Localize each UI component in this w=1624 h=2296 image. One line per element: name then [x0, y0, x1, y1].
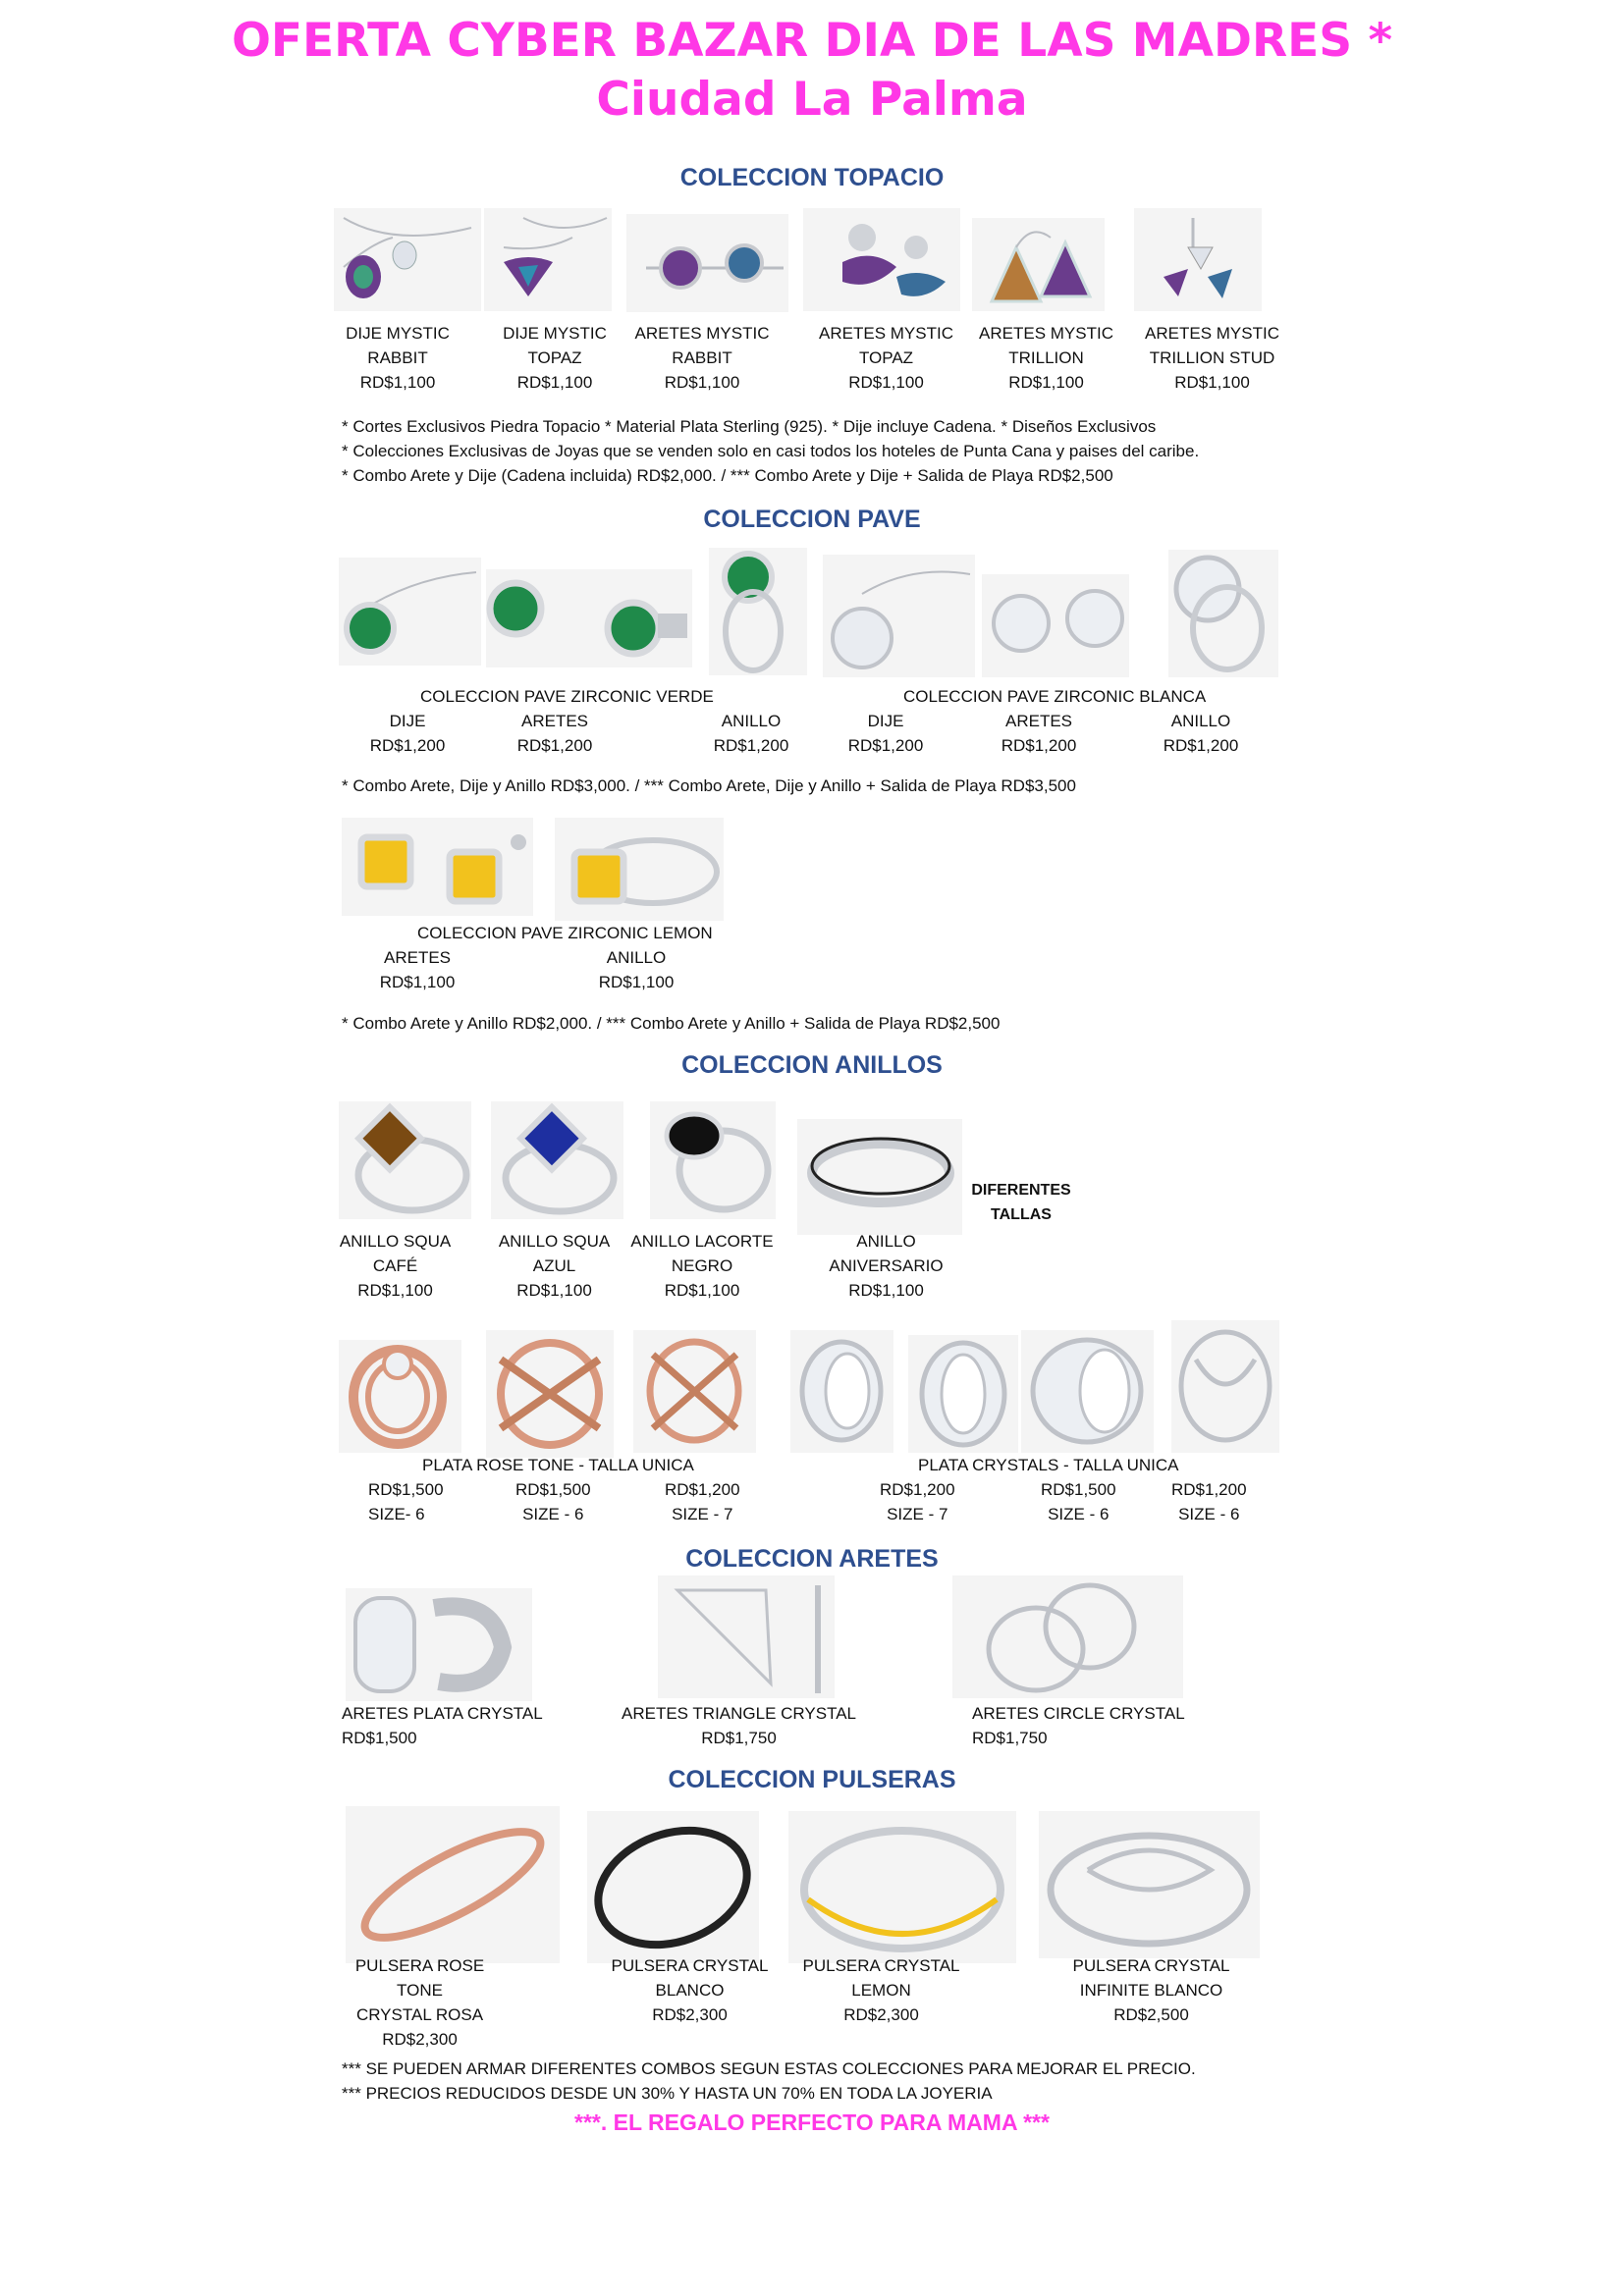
- diferentes-tallas-label: DIFERENTES TALLAS: [971, 1182, 1071, 1223]
- product-name: ANILLO SQUA AZUL: [498, 1232, 611, 1275]
- product-name: ARETES: [520, 712, 589, 730]
- footer-tagline: ***. EL REGALO PERFECTO PARA MAMA ***: [574, 2109, 1050, 2135]
- product-price: RD$1,200: [1163, 736, 1239, 755]
- product-price: RD$1,500: [342, 1729, 417, 1747]
- product-price: RD$1,500: [1041, 1480, 1116, 1499]
- product-size: SIZE - 6: [1178, 1505, 1240, 1523]
- product-size: SIZE - 7: [887, 1505, 948, 1523]
- product-name: ARETES MYSTIC TOPAZ: [819, 324, 953, 367]
- product-price: RD$1,100: [664, 373, 740, 392]
- product-name: DIJE MYSTIC TOPAZ: [503, 324, 607, 367]
- product-name: ANILLO SQUA CAFÉ: [339, 1232, 452, 1275]
- product-price: RD$1,200: [1001, 736, 1077, 755]
- caption-crystal-ring-2: [1041, 1477, 1116, 1526]
- product-price: RD$1,100: [1008, 373, 1084, 392]
- product-image-anillo-lacorte-negro: [650, 1101, 776, 1219]
- product-image-pave-blanca-anillo: [1168, 550, 1278, 677]
- caption-anillo-aniversario: [820, 1229, 952, 1303]
- product-price: RD$1,100: [379, 973, 456, 991]
- product-image-anillo-squa-cafe: [339, 1101, 471, 1219]
- page-title: [0, 12, 1624, 130]
- caption-pulsera-crystal-blanco: [604, 1953, 776, 2027]
- product-image-aretes-circle-crystal: [952, 1575, 1183, 1698]
- topacio-note-3: * Combo Arete y Dije (Cadena incluida) RD$2,000. / *** Combo Arete y Dije + Salida de Playa RD$2,500: [342, 466, 1113, 485]
- product-price: RD$1,100: [848, 1281, 924, 1300]
- product-name: ARETES CIRCLE CRYSTAL: [972, 1704, 1185, 1723]
- caption-dije-mystic-topaz: [481, 321, 628, 395]
- product-price: RD$2,300: [652, 2005, 728, 2024]
- product-image-pulsera-crystal-lemon: [788, 1811, 1016, 1963]
- product-image-pave-blanca-aretes: [982, 574, 1129, 677]
- product-image-rose-ring-3: [633, 1330, 756, 1453]
- product-image-rose-ring-2: [486, 1330, 614, 1458]
- caption-aretes-mystic-topaz: [810, 321, 962, 395]
- product-name: ARETES MYSTIC RABBIT: [634, 324, 770, 367]
- plata-crystals-title: PLATA CRYSTALS - TALLA UNICA: [918, 1456, 1179, 1474]
- product-image-crystal-ring-2: [908, 1335, 1018, 1453]
- section-title-anillos: COLECCION ANILLOS: [681, 1051, 943, 1079]
- product-image-crystal-ring-1: [790, 1330, 893, 1453]
- product-price: RD$2,500: [1113, 2005, 1189, 2024]
- caption-pave-blanca-aretes: [980, 709, 1098, 758]
- caption-aretes-mystic-rabbit: [628, 321, 776, 395]
- pave-combo-note: * Combo Arete, Dije y Anillo RD$3,000. / *** Combo Arete, Dije y Anillo + Salida de Playa RD$3,500: [342, 776, 1076, 795]
- caption-rose-ring-1: [368, 1477, 444, 1526]
- product-price: RD$1,200: [1171, 1480, 1247, 1499]
- product-name: PULSERA CRYSTAL INFINITE BLANCO: [1072, 1956, 1230, 2000]
- product-image-anillo-aniversario: [797, 1119, 962, 1235]
- product-price: RD$1,200: [880, 1480, 955, 1499]
- caption-rose-ring-2: [515, 1477, 591, 1526]
- product-price: RD$1,100: [516, 1281, 592, 1300]
- product-name: DIJE: [389, 712, 426, 730]
- product-name: ARETES MYSTIC TRILLION STUD: [1145, 324, 1279, 367]
- product-image-pulsera-rose-crystal: [346, 1806, 560, 1963]
- product-image-dije-mystic-topaz: [484, 208, 612, 311]
- product-size: SIZE - 7: [672, 1505, 733, 1523]
- pave-blanca-title: COLECCION PAVE ZIRCONIC BLANCA: [903, 687, 1207, 706]
- product-image-pave-verde-anillo: [709, 548, 807, 675]
- footer-note-precios: *** PRECIOS REDUCIDOS DESDE UN 30% Y HASTA UN 70% EN TODA LA JOYERIA: [342, 2084, 993, 2103]
- product-image-pulsera-crystal-infinite: [1039, 1811, 1260, 1958]
- caption-pulsera-crystal-lemon: [795, 1953, 967, 2027]
- caption-pave-blanca-dije: [827, 709, 945, 758]
- product-price: RD$1,200: [713, 736, 789, 755]
- product-image-aretes-mystic-rabbit: [626, 214, 788, 312]
- product-image-pave-lemon-aretes: [342, 818, 533, 916]
- product-name: ANILLO: [1170, 712, 1231, 730]
- product-name: DIJE: [867, 712, 904, 730]
- caption-aretes-mystic-trillion-stud: [1131, 321, 1293, 395]
- title-line-1: OFERTA CYBER BAZAR DIA DE LAS MADRES *: [231, 14, 1393, 68]
- caption-pave-lemon-anillo: [577, 945, 695, 994]
- caption-pave-blanca-anillo: [1142, 709, 1260, 758]
- section-title-pulseras: COLECCION PULSERAS: [668, 1766, 956, 1793]
- product-image-pave-verde-dije: [339, 558, 481, 666]
- product-image-pulsera-crystal-blanco: [587, 1811, 759, 1963]
- caption-pulsera-rose-crystal: [334, 1953, 506, 2052]
- pave-verde-title: COLECCION PAVE ZIRCONIC VERDE: [420, 687, 714, 706]
- product-name: ANILLO: [606, 948, 667, 967]
- product-name: PULSERA CRYSTAL BLANCO: [611, 1956, 769, 2000]
- product-image-aretes-triangle-crystal: [658, 1575, 835, 1698]
- product-name: DIJE MYSTIC RABBIT: [346, 324, 450, 367]
- product-price: RD$1,100: [516, 373, 593, 392]
- product-image-aretes-plata-crystal: [346, 1588, 532, 1701]
- product-name: PULSERA CRYSTAL LEMON: [802, 1956, 960, 2000]
- product-price: RD$1,100: [1174, 373, 1250, 392]
- caption-pave-verde-anillo: [692, 709, 810, 758]
- product-price: RD$1,100: [848, 373, 924, 392]
- product-name: ANILLO: [721, 712, 782, 730]
- product-price: RD$1,100: [359, 373, 436, 392]
- product-size: SIZE- 6: [368, 1505, 425, 1523]
- product-image-pave-blanca-dije: [823, 555, 975, 677]
- product-size: SIZE - 6: [1048, 1505, 1110, 1523]
- product-image-aretes-mystic-topaz: [803, 208, 960, 311]
- caption-pave-verde-dije: [349, 709, 466, 758]
- caption-pave-lemon-aretes: [358, 945, 476, 994]
- product-price: RD$1,750: [701, 1729, 777, 1747]
- product-image-aretes-mystic-trillion: [972, 218, 1105, 311]
- section-title-pave: COLECCION PAVE: [703, 506, 921, 533]
- product-price: RD$1,200: [665, 1480, 740, 1499]
- caption-aretes-circle-crystal: [972, 1701, 1185, 1750]
- topacio-note-1: * Cortes Exclusivos Piedra Topacio * Material Plata Sterling (925). * Dije incluye Cadena. * Diseños Exclusivos: [342, 417, 1157, 436]
- product-image-dije-mystic-rabbit: [334, 208, 481, 311]
- caption-aretes-mystic-trillion: [970, 321, 1122, 395]
- product-price: RD$1,200: [369, 736, 446, 755]
- product-price: RD$1,100: [664, 1281, 740, 1300]
- caption-dije-mystic-rabbit: [324, 321, 471, 395]
- product-image-pave-lemon-anillo: [555, 818, 724, 921]
- caption-anillo-squa-cafe: [329, 1229, 461, 1303]
- product-image-anillo-squa-azul: [491, 1101, 623, 1219]
- caption-aretes-triangle-crystal: [619, 1701, 859, 1750]
- title-line-2: Ciudad La Palma: [596, 73, 1028, 127]
- product-price: RD$1,100: [598, 973, 675, 991]
- product-image-pave-verde-aretes: [486, 569, 692, 667]
- product-size: SIZE - 6: [522, 1505, 584, 1523]
- product-price: RD$1,750: [972, 1729, 1048, 1747]
- caption-anillo-lacorte-negro: [628, 1229, 776, 1303]
- product-name: ANILLO ANIVERSARIO: [829, 1232, 944, 1275]
- product-price: RD$1,100: [357, 1281, 433, 1300]
- section-title-topacio: COLECCION TOPACIO: [679, 164, 945, 191]
- pave-lemon-title: COLECCION PAVE ZIRCONIC LEMON: [417, 924, 713, 942]
- product-name: ARETES: [383, 948, 452, 967]
- caption-anillo-squa-azul: [488, 1229, 621, 1303]
- product-price: RD$1,500: [515, 1480, 591, 1499]
- product-name: ARETES MYSTIC TRILLION: [979, 324, 1113, 367]
- product-name: ARETES TRIANGLE CRYSTAL: [621, 1704, 856, 1723]
- caption-pulsera-crystal-infinite: [1065, 1953, 1237, 2027]
- caption-crystal-ring-1: [880, 1477, 955, 1526]
- product-name: ANILLO LACORTE NEGRO: [630, 1232, 774, 1275]
- product-image-aretes-mystic-trillion-stud: [1134, 208, 1262, 311]
- product-price: RD$2,300: [382, 2030, 458, 2049]
- product-image-rose-ring-1: [339, 1340, 461, 1453]
- topacio-note-2: * Colecciones Exclusivas de Joyas que se venden solo en casi todos los hoteles de Punta Cana y paises del caribe.: [342, 442, 1200, 460]
- section-title-aretes: COLECCION ARETES: [685, 1545, 939, 1573]
- rose-tone-title: PLATA ROSE TONE - TALLA UNICA: [422, 1456, 694, 1474]
- caption-rose-ring-3: [665, 1477, 740, 1526]
- product-name: PULSERA ROSE TONE CRYSTAL ROSA: [354, 1956, 485, 2024]
- caption-crystal-ring-3: [1171, 1477, 1247, 1526]
- product-name: ARETES PLATA CRYSTAL: [342, 1704, 543, 1723]
- product-price: RD$1,500: [368, 1480, 444, 1499]
- product-image-crystal-ring-3: [1021, 1330, 1154, 1453]
- footer-note-combos: *** SE PUEDEN ARMAR DIFERENTES COMBOS SEGUN ESTAS COLECCIONES PARA MEJORAR EL PRECIO.: [342, 2059, 1196, 2078]
- product-image-crystal-ring-4: [1171, 1320, 1279, 1453]
- product-price: RD$1,200: [847, 736, 924, 755]
- caption-pave-verde-aretes: [496, 709, 614, 758]
- pave-lemon-combo-note: * Combo Arete y Anillo RD$2,000. / *** Combo Arete y Anillo + Salida de Playa RD$2,500: [342, 1014, 1001, 1033]
- product-price: RD$1,200: [516, 736, 593, 755]
- caption-aretes-plata-crystal: [342, 1701, 543, 1750]
- product-name: ARETES: [1004, 712, 1073, 730]
- product-price: RD$2,300: [843, 2005, 919, 2024]
